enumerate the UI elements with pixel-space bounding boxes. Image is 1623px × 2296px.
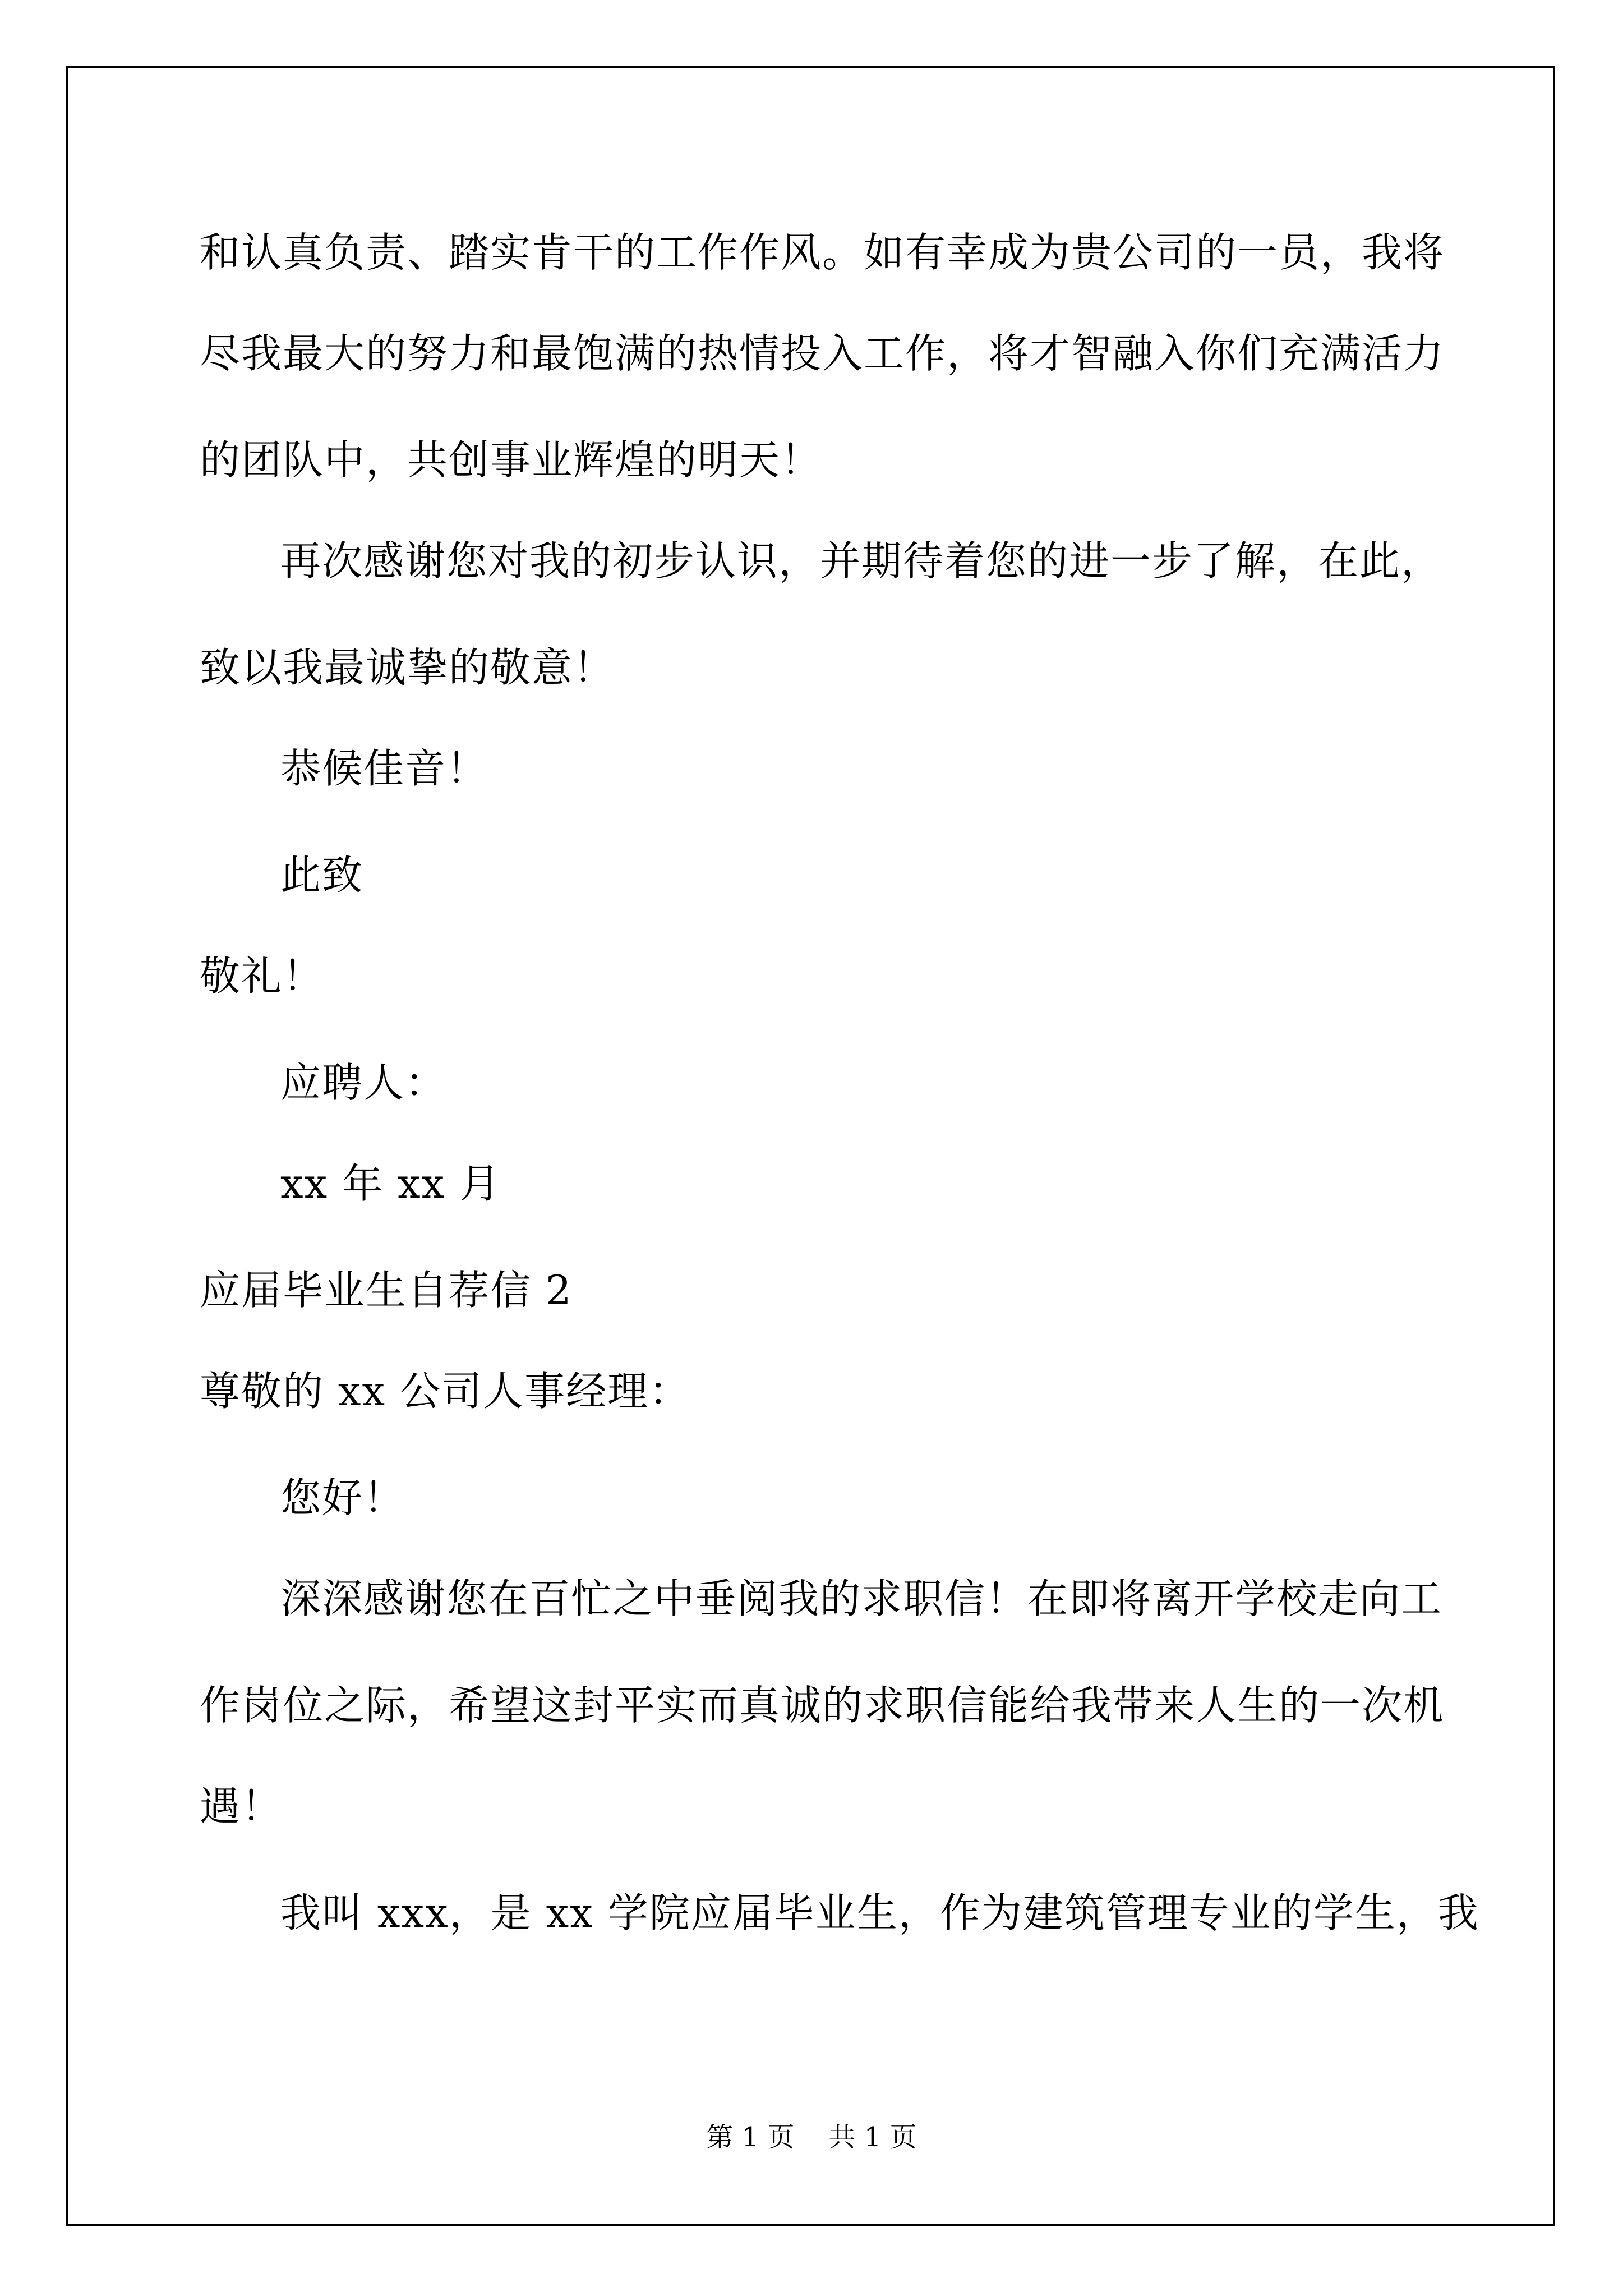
text-line-4: 再次感谢您对我的初步认识，并期待着您的进一步了解，在此， (280, 537, 1443, 585)
text-line-8: 敬礼！ (200, 953, 325, 1000)
text-line-13: 您好！ (280, 1474, 405, 1521)
text-line-5: 致以我最诚挚的敬意！ (200, 644, 615, 691)
page-number-footer: 第 1 页 共 1 页 (706, 2122, 917, 2153)
text-line-15: 作岗位之际，希望这封平实而真诚的求职信能给我带来人生的一次机 (200, 1682, 1445, 1729)
text-line-10: xx 年 xx 月 (280, 1160, 501, 1207)
text-line-7: 此致 (280, 852, 364, 899)
text-line-16: 遇！ (200, 1783, 283, 1830)
text-line-11: 应届毕业生自荐信 2 (200, 1267, 573, 1314)
text-line-2: 尽我最大的努力和最饱满的热情投入工作，将才智融入你们充满活力 (200, 330, 1445, 377)
text-line-14: 深深感谢您在百忙之中垂阅我的求职信！在即将离开学校走向工 (280, 1575, 1443, 1622)
text-line-17: 我叫 xxx，是 xx 学院应届毕业生，作为建筑管理专业的学生，我 (280, 1889, 1479, 1936)
text-line-3: 的团队中，共创事业辉煌的明天！ (200, 436, 823, 484)
text-line-12: 尊敬的 xx 公司人事经理： (200, 1368, 690, 1415)
text-line-6: 恭候佳音！ (280, 745, 488, 792)
text-line-1: 和认真负责、踏实肯干的工作作风。如有幸成为贵公司的一员，我将 (200, 229, 1445, 276)
text-line-9: 应聘人： (280, 1059, 447, 1106)
